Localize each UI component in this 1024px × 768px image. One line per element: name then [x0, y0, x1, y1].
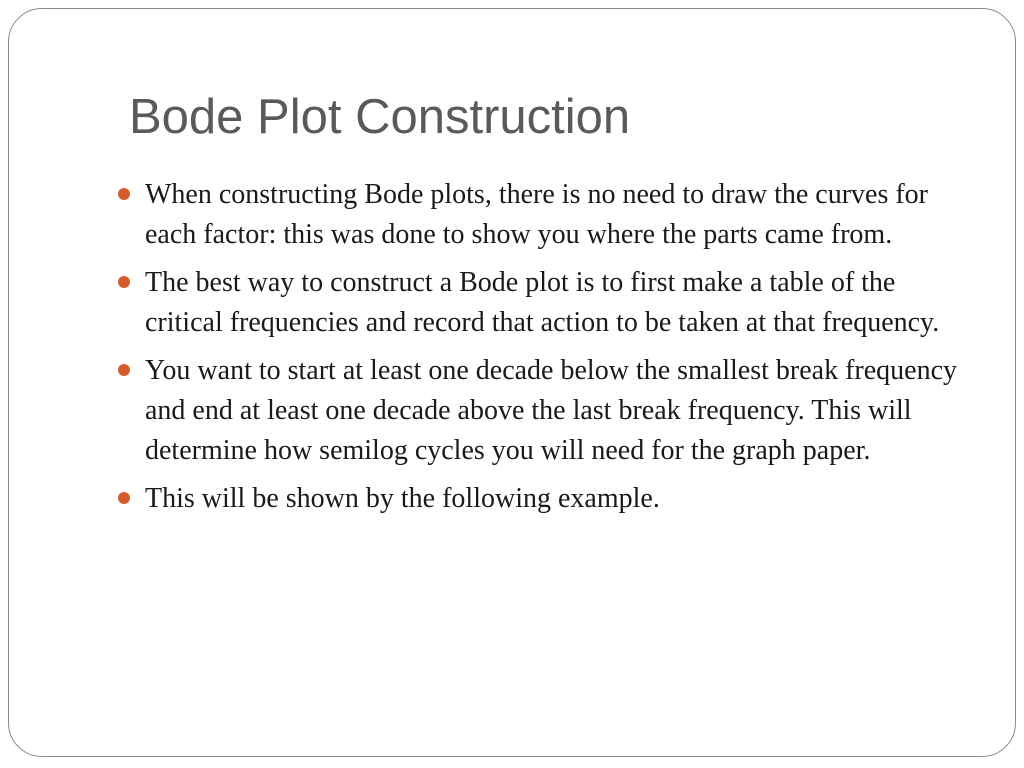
bullet-dot-icon [118, 188, 130, 200]
bullet-dot-icon [118, 276, 130, 288]
bullet-dot-icon [118, 364, 130, 376]
bullet-list [115, 175, 975, 527]
bullet-item [115, 479, 975, 519]
bullet-item [115, 351, 975, 471]
bullet-text: This will be shown by the following example. [145, 483, 660, 514]
bullet-text: When constructing Bode plots, there is no need to draw the curves for each factor: this was done to show you where the parts came from. [145, 179, 929, 250]
slide-frame [8, 8, 1016, 757]
bullet-item [115, 263, 975, 343]
slide-title: Bode Plot Construction [129, 90, 631, 144]
bullet-text: The best way to construct a Bode plot is to first make a table of the critical frequencies and record that action to be taken at that frequency. [145, 267, 940, 338]
bullet-text: You want to start at least one decade below the smallest break frequency and end at least one decade above the last break frequency. This will determine how semilog cycles you will need for the graph paper. [145, 355, 957, 466]
bullet-dot-icon [118, 492, 130, 504]
bullet-item [115, 175, 975, 255]
